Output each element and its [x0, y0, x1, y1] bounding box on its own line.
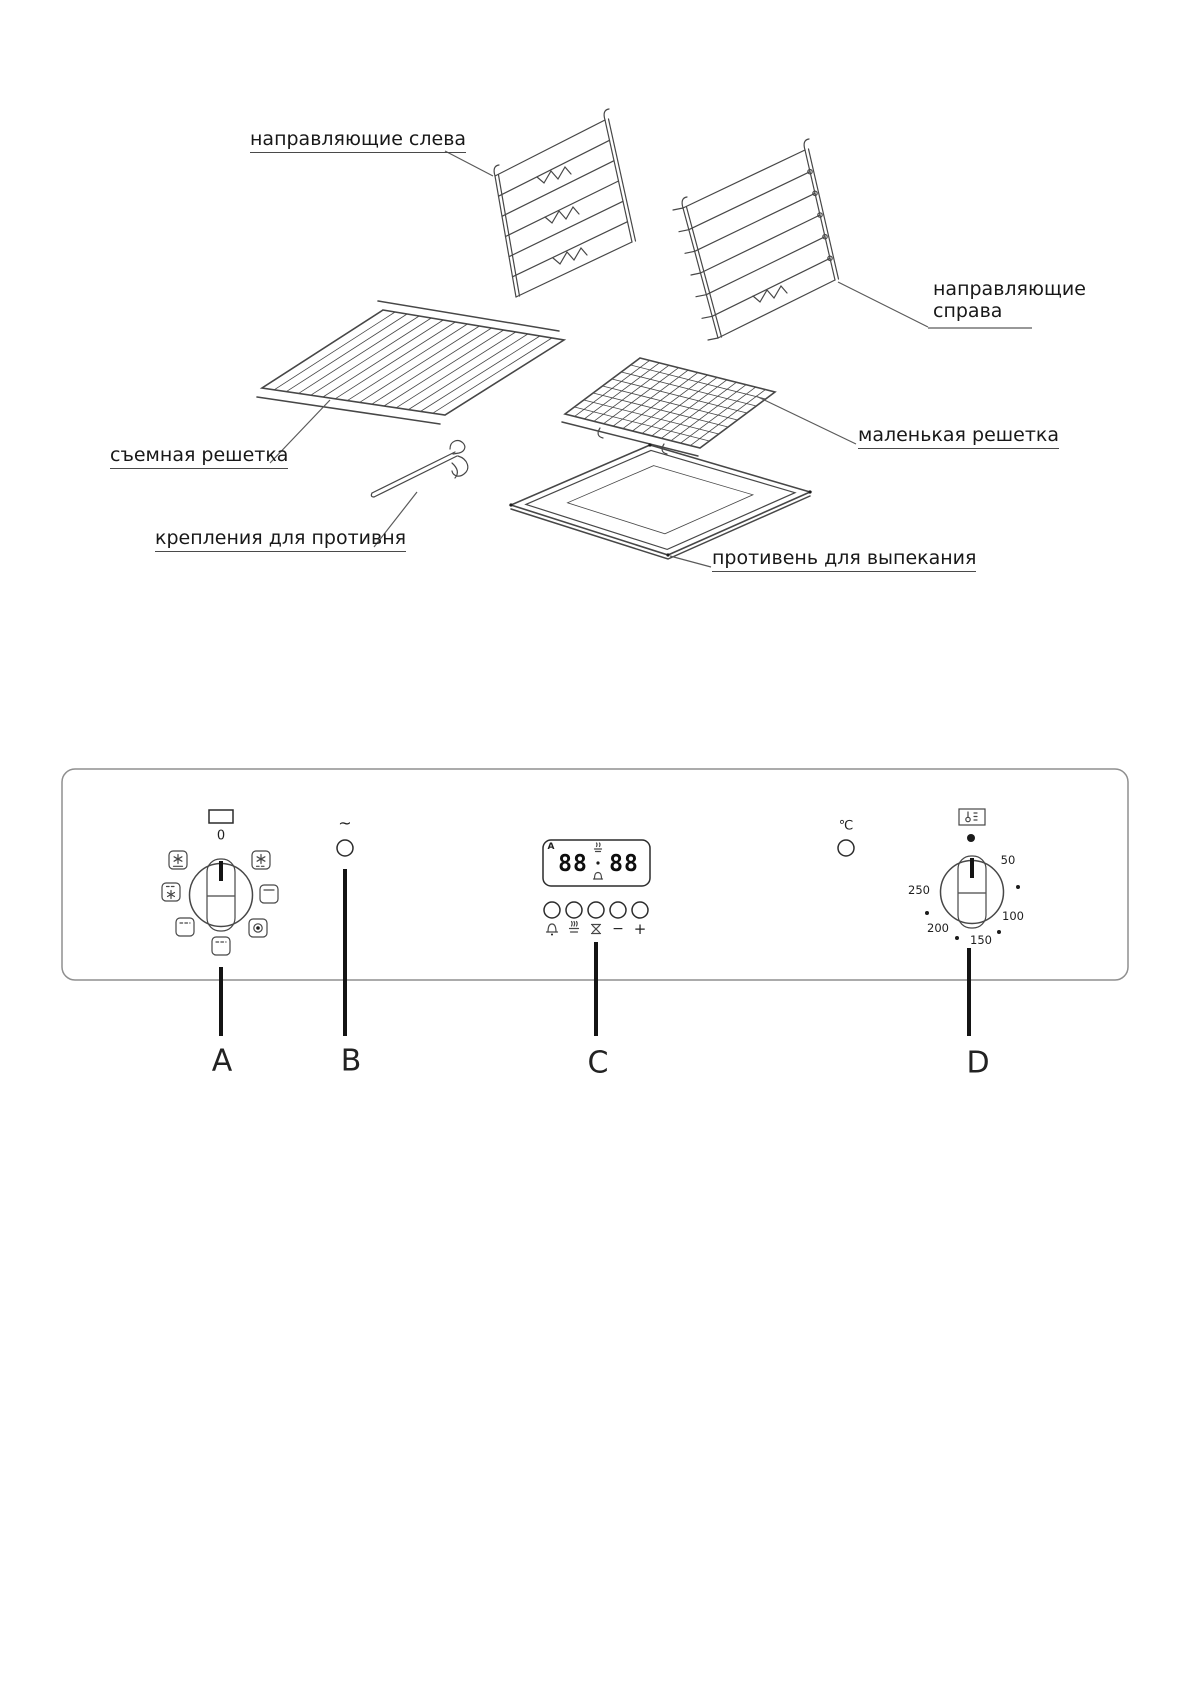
label-tray-fasteners: крепления для противня	[155, 527, 406, 552]
celsius-label: ℃	[838, 818, 854, 834]
timer-auto-indicator: A	[547, 842, 555, 852]
removable-rack-drawing	[257, 301, 564, 424]
bell-button[interactable]	[544, 902, 560, 918]
temp-label-250: 250	[908, 883, 930, 897]
cook-duration-icon	[570, 922, 579, 933]
label-right-guides-line1: направляющие	[933, 278, 1086, 300]
label-right-guides-line2: справа	[933, 300, 1003, 322]
label-removable-rack: съемная решетка	[110, 444, 288, 469]
label-small-rack: маленькая решетка	[858, 424, 1059, 449]
callout-letter-d: D	[966, 1045, 990, 1081]
thermostat-indicator-lamp	[838, 840, 854, 856]
function-knob-off-label: 0	[216, 828, 226, 844]
leader-small-rack	[756, 396, 856, 444]
fan-bottom-heat-icon	[169, 851, 187, 869]
thermostat-knob[interactable]	[941, 856, 1004, 928]
baking-tray-drawing	[509, 443, 811, 559]
temp-scale-dot	[997, 930, 1001, 934]
callout-letter-a: A	[211, 1043, 233, 1079]
bell-icon	[547, 924, 558, 936]
function-knob[interactable]	[190, 859, 253, 931]
small-rack-drawing	[562, 358, 775, 456]
label-right-guides	[933, 278, 1086, 322]
leader-right-guides	[838, 282, 928, 327]
tray-fasteners-drawing	[371, 441, 467, 497]
defrost-fan-icon	[252, 851, 270, 869]
top-heat-icon	[260, 885, 278, 903]
end-time-icon	[592, 925, 601, 934]
callout-letter-b: B	[340, 1043, 362, 1079]
plus-label: +	[633, 920, 647, 938]
temp-scale-dot	[1016, 885, 1020, 889]
oven-box-icon	[209, 810, 233, 823]
right-shelf-guides-drawing	[673, 139, 839, 340]
fan-convection-icon	[249, 919, 267, 937]
plus-button[interactable]	[632, 902, 648, 918]
timer-minutes: 88	[609, 851, 639, 877]
left-shelf-guides-drawing	[494, 109, 635, 297]
temp-label-100: 100	[1002, 909, 1024, 923]
temp-label-150: 150	[970, 933, 992, 947]
temp-scale-dot	[955, 936, 959, 940]
temp-scale-dot	[925, 911, 929, 915]
temp-label-50: 50	[1000, 853, 1016, 867]
timer-buttons	[544, 902, 648, 918]
end-time-button[interactable]	[588, 902, 604, 918]
temp-label-200: 200	[927, 921, 949, 935]
colon-bell-icon	[594, 873, 603, 880]
label-left-guides: направляющие слева	[250, 128, 466, 153]
power-indicator-symbol: ~	[338, 813, 352, 833]
cook-duration-button[interactable]	[566, 902, 582, 918]
off-position-dot	[967, 834, 975, 842]
power-indicator-lamp	[337, 840, 353, 856]
grill-fan-icon	[162, 883, 180, 901]
colon-dot	[596, 861, 599, 864]
timer-hours: 88	[558, 851, 588, 877]
minus-button[interactable]	[610, 902, 626, 918]
leader-baking-tray	[670, 556, 711, 567]
leader-left-guides	[445, 151, 493, 176]
bottom-grill-icon	[212, 937, 230, 955]
label-baking-tray: противень для выпекания	[712, 547, 976, 572]
grill-icon	[176, 918, 194, 936]
thermometer-box-icon	[959, 809, 985, 825]
callout-letter-c: C	[587, 1045, 609, 1081]
minus-label: −	[612, 921, 624, 937]
colon-pot-icon	[595, 843, 602, 852]
